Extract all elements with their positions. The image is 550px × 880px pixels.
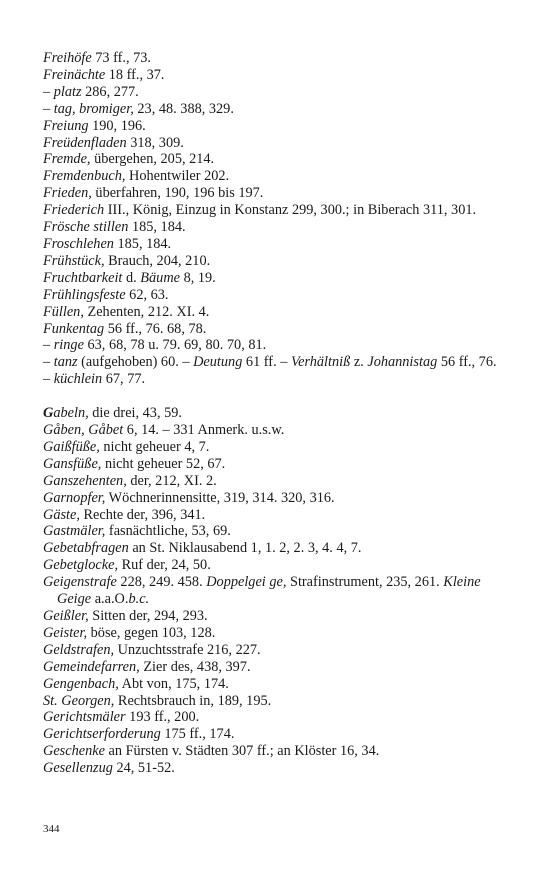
entry-term: Bäume: [140, 269, 180, 286]
index-entry: [43, 422, 513, 439]
index-entry: [43, 507, 513, 524]
index-entry: [43, 337, 513, 354]
entry-term: Gåben, Gåbet: [43, 422, 124, 439]
entry-term: Fruchtbarkeit: [43, 269, 123, 286]
index-entry: [43, 84, 513, 101]
entry-text: z.: [350, 354, 368, 371]
entry-text: 23, 48. 388, 329.: [133, 100, 234, 117]
index-entry: [43, 439, 513, 456]
index-entry: [43, 67, 513, 84]
entry-term: G: [43, 405, 54, 422]
index-entry: [43, 371, 513, 388]
index-entry: [43, 304, 513, 321]
entry-text: die drei, 43, 59.: [88, 405, 182, 422]
index-entry: [43, 185, 513, 202]
entry-term: Gebetabfragen: [43, 540, 129, 557]
index-entry: [43, 473, 513, 490]
entry-term: Geister,: [43, 624, 88, 641]
entry-text: 61 ff. –: [242, 354, 291, 371]
entry-text: böse, gegen 103, 128.: [87, 624, 216, 641]
index-entry: [43, 135, 513, 152]
index-entry: [43, 219, 513, 236]
entry-text: nicht geheuer 4, 7.: [99, 438, 210, 455]
entry-term: Doppelgei ge,: [206, 574, 287, 591]
entry-term: Deutung: [193, 354, 243, 371]
entry-term: Verhältniß: [290, 354, 351, 371]
entry-term: tanz: [53, 354, 78, 371]
index-entry: [43, 676, 513, 693]
entry-term: Funkentag: [43, 320, 105, 337]
entry-term: ringe: [53, 337, 84, 354]
entry-text: Strafinstrument, 235, 261.: [286, 574, 444, 591]
index-entry: [43, 168, 513, 185]
entry-term: Gebetglocke,: [43, 557, 119, 574]
entry-text: überfahren, 190, 196 bis 197.: [91, 185, 264, 202]
entry-text: Rechte der, 396, 341.: [79, 506, 206, 523]
entry-text: Abt von, 175, 174.: [118, 675, 229, 692]
index-entry: [43, 709, 513, 726]
entry-text: 190, 196.: [88, 117, 146, 134]
entry-text: Sitten der, 294, 293.: [88, 608, 208, 624]
index-entry: [43, 608, 513, 625]
index-section-f: [43, 50, 513, 388]
entry-text: 56 ff., 76.: [437, 354, 497, 371]
index-entry: [43, 523, 513, 540]
index-entry: [43, 760, 513, 777]
entry-term: Gesellenzug: [43, 760, 113, 777]
index-entry: [43, 236, 513, 253]
entry-text: der, 212, XI. 2.: [126, 472, 217, 489]
entry-term: Füllen,: [43, 303, 84, 320]
entry-term: St. Georgen,: [43, 692, 115, 709]
entry-text: 63, 68, 78 u. 79. 69, 80. 70, 81.: [83, 337, 267, 354]
section-gap: [43, 388, 513, 405]
entry-term: Frühlingsfeste: [43, 286, 126, 303]
entry-term: Gaißfüße,: [43, 438, 100, 455]
entry-text: an Fürsten v. Städten 307 ff.; an Klöster 16, 34.: [104, 743, 380, 760]
entry-term: Froschlehen: [43, 235, 114, 252]
index-entry: [43, 625, 513, 642]
index-entry: [43, 118, 513, 135]
entry-term: Geschenke: [43, 743, 105, 760]
entry-text: 6, 14. – 331 Anmerk. u.s.w.: [123, 422, 285, 439]
entry-term: Garnopfer,: [43, 489, 106, 506]
entry-text: übergehen, 205, 214.: [90, 151, 215, 168]
entry-text: Unzuchtsstrafe 216, 227.: [114, 641, 261, 658]
entry-term: Gemeindefarren,: [43, 658, 140, 675]
index-entry: [43, 151, 513, 168]
entry-text: Wöchnerinnensitte, 319, 314. 320, 316.: [105, 489, 335, 506]
index-entry: [43, 490, 513, 507]
index-entry: [43, 456, 513, 473]
entry-text: 8, 19.: [180, 269, 216, 286]
entry-term: Gengenbach,: [43, 675, 119, 692]
entry-term: Geißler,: [43, 608, 89, 624]
index-entry: [43, 693, 513, 710]
entry-term: Gastmäler,: [43, 523, 106, 540]
entry-text: 318, 309.: [126, 134, 184, 151]
entry-term: Ganszehenten,: [43, 472, 127, 489]
entry-text: a.a.O.: [91, 591, 129, 608]
entry-term: Gäste,: [43, 506, 80, 523]
entry-text: –: [43, 83, 54, 100]
entry-term: Gansfüße,: [43, 455, 102, 472]
entry-term: Geigenstrafe: [43, 574, 117, 591]
entry-term: Freiung: [43, 117, 89, 134]
entry-text: 24, 51-52.: [112, 760, 175, 777]
entry-term: Frieden,: [43, 185, 92, 202]
entry-text: –: [43, 100, 54, 117]
entry-text: 185, 184.: [113, 235, 172, 252]
index-entry: [43, 50, 513, 67]
index-entry: [43, 354, 513, 371]
entry-term: Freüdenfladen: [43, 134, 127, 151]
index-entry: [43, 540, 513, 557]
entry-text: Rechtsbrauch in, 189, 195.: [114, 692, 272, 709]
entry-text: Hohentwiler 202.: [125, 168, 230, 185]
index-entry: [43, 557, 513, 574]
index-entry: [43, 743, 513, 760]
entry-term: Gerichtsmäler: [43, 709, 126, 726]
index-entry: [43, 101, 513, 118]
entry-text: 193 ff., 200.: [125, 709, 200, 726]
index-entry: [43, 287, 513, 304]
entry-text: 18 ff., 37.: [105, 66, 165, 83]
entry-text: nicht geheuer 52, 67.: [101, 455, 226, 472]
entry-term: Frühstück,: [43, 252, 105, 269]
entry-text: 67, 77.: [102, 371, 146, 388]
entry-term: Fremde,: [43, 151, 91, 168]
entry-term: Freihöfe: [43, 50, 92, 66]
entry-term: Frösche stillen: [43, 219, 129, 236]
entry-term: platz: [53, 83, 82, 100]
index-entry: [43, 270, 513, 287]
entry-term: abeln,: [53, 405, 89, 422]
entry-text: –: [43, 337, 54, 354]
entry-text: fasnächtliche, 53, 69.: [105, 523, 231, 540]
entry-text: an St. Niklausabend 1, 1. 2, 2. 3, 4. 4, 7.: [128, 540, 362, 557]
index-page: [43, 50, 513, 777]
entry-term: Fremdenbuch,: [43, 168, 126, 185]
index-entry: [43, 659, 513, 676]
entry-text: Brauch, 204, 210.: [104, 252, 211, 269]
entry-text: 56 ff., 76. 68, 78.: [104, 320, 207, 337]
entry-term: Geldstrafen,: [43, 641, 115, 658]
index-entry: [43, 321, 513, 338]
index-entry: [43, 726, 513, 743]
entry-text: (aufgehoben) 60. –: [77, 354, 194, 371]
entry-text: Zier des, 438, 397.: [139, 658, 251, 675]
entry-text: 228, 249. 458.: [116, 574, 207, 591]
entry-text: d.: [122, 269, 141, 286]
entry-term: küchlein: [53, 371, 103, 388]
entry-text: Ruf der, 24, 50.: [118, 557, 211, 574]
index-entry: [43, 642, 513, 659]
entry-text: 175 ff., 174.: [160, 726, 235, 743]
index-entry: [43, 202, 513, 219]
index-entry: [43, 253, 513, 270]
index-section-g: [43, 405, 513, 777]
entry-text: III., König, Einzug in Konstanz 299, 300.; in Biberach 311, 301.: [104, 202, 477, 219]
entry-term: Freinächte: [43, 66, 106, 83]
page-number: 344: [43, 823, 60, 835]
index-entry: [43, 405, 513, 422]
entry-term: Kleine Geige: [57, 574, 481, 608]
entry-term: Friederich: [43, 202, 105, 219]
entry-text: 62, 63.: [125, 286, 169, 303]
entry-text: 286, 277.: [81, 83, 139, 100]
entry-term: tag, bromiger,: [53, 100, 134, 117]
entry-term: Gerichtserforderung: [43, 726, 161, 743]
entry-text: –: [43, 371, 54, 388]
entry-term: b.c.: [128, 591, 150, 608]
entry-text: Zehenten, 212. XI. 4.: [83, 303, 210, 320]
entry-term: Johannistag: [367, 354, 438, 371]
entry-text: 73 ff., 73.: [91, 50, 152, 66]
entry-text: 185, 184.: [128, 219, 186, 236]
index-entry: [43, 574, 513, 608]
entry-text: –: [43, 354, 54, 371]
